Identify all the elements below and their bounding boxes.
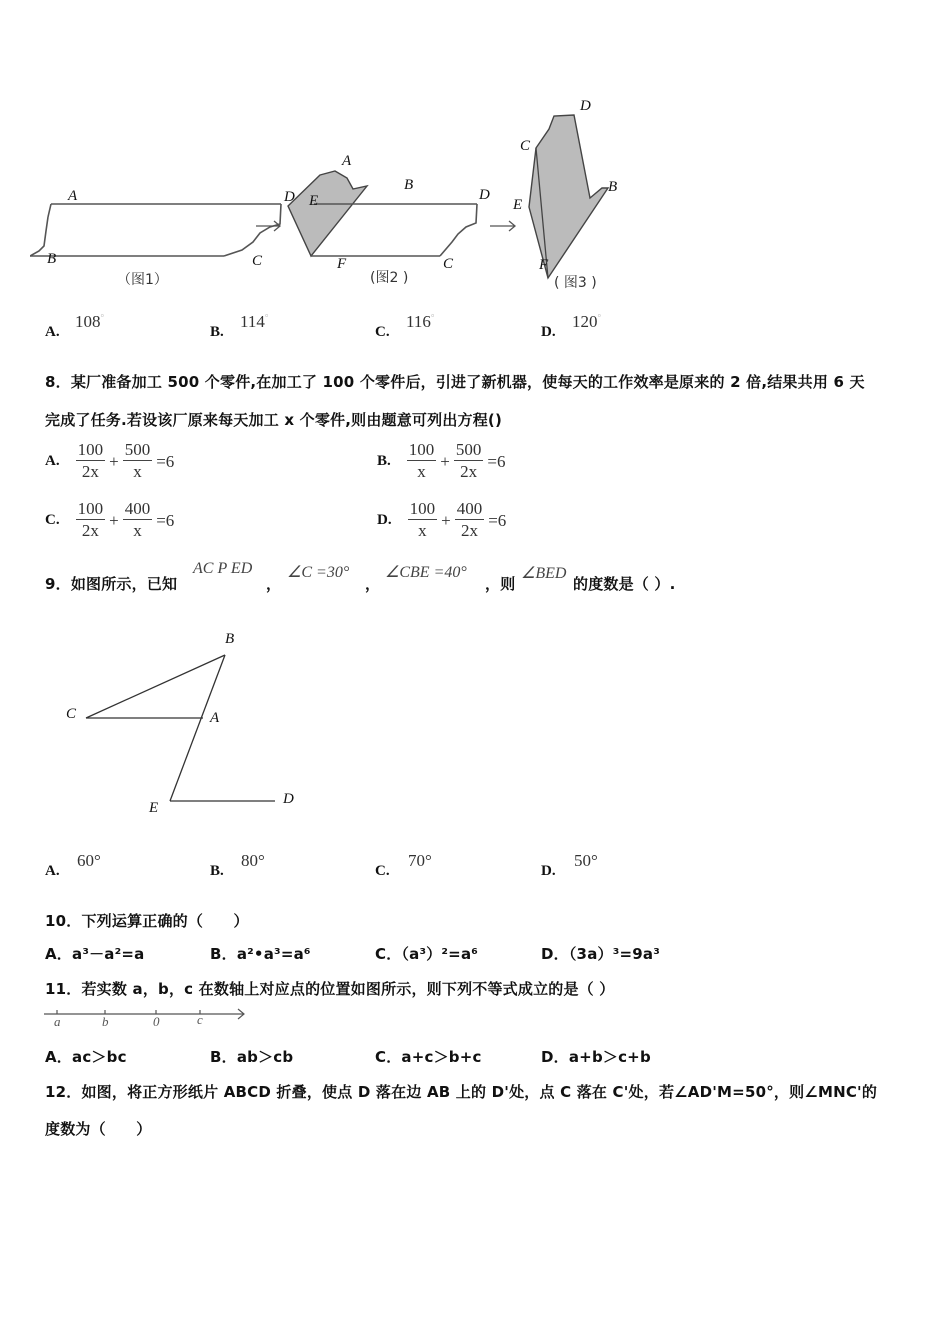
fig1-label-c: C xyxy=(252,253,263,269)
fig1-label-d: D xyxy=(284,189,295,205)
q9-condition-parallel: AC P ED xyxy=(193,560,253,577)
fraction: $\frac{100}{2x}$ xyxy=(77,499,104,540)
number-line xyxy=(42,1008,252,1032)
q9-condition-angle-c: ∠C =30° xyxy=(287,564,350,581)
q10-option-c[interactable]: C．（a³）²=a⁶ xyxy=(375,945,479,963)
option-letter: C. xyxy=(375,324,390,340)
q12-stem-line1: 12．如图，将正方形纸片 ABCD 折叠，使点 D 落在边 AB 上的 D'处，点 C 落在 C'处，若∠AD'M=50°，则∠MNC'的 xyxy=(45,1083,878,1101)
fraction: $\frac{100}{x}$ xyxy=(409,499,436,540)
option-letter: B. xyxy=(377,453,391,469)
q9-label-e: E xyxy=(149,800,159,816)
q9-condition-angle-cbe: ∠CBE =40° xyxy=(385,564,467,581)
q9-label-d: D xyxy=(283,791,294,807)
fig1-label-b: B xyxy=(47,251,57,267)
arrow-right-icon xyxy=(256,221,280,231)
fig2-label-b: B xyxy=(404,177,414,193)
separator: ， xyxy=(365,575,381,593)
axis-label-a: a xyxy=(54,1014,61,1029)
option-value: 120° xyxy=(572,312,602,331)
option-letter: B. xyxy=(210,324,224,340)
fraction: $\frac{500}{x}$ xyxy=(124,440,151,481)
option-value: 108° xyxy=(75,312,105,331)
option-letter: C. xyxy=(45,512,60,528)
fig2-caption: (图2 ) xyxy=(370,270,409,286)
q7-figure-1 xyxy=(30,204,281,256)
q11-stem: 11．若实数 a，b，c 在数轴上对应点的位置如图所示，则下列不等式成立的是（ ） xyxy=(45,980,615,998)
fig2-label-e: E xyxy=(309,193,319,209)
q10-option-b[interactable]: B．a²•a³=a⁶ xyxy=(210,945,311,963)
fig3-label-d: D xyxy=(580,98,591,114)
q7-figure-3 xyxy=(529,115,608,278)
fig1-caption: （图1） xyxy=(117,272,168,288)
axis-label-b: b xyxy=(102,1014,109,1029)
fraction: $\frac{500}{2x}$ xyxy=(455,440,482,481)
q9-prefix: 9．如图所示，已知 xyxy=(45,575,178,593)
q11-option-c[interactable]: C．a+c＞b+c xyxy=(375,1048,482,1066)
q9-label-b: B xyxy=(225,631,235,647)
option-value: 114° xyxy=(240,312,269,331)
q8-stem-line2: 完成了任务.若设该厂原来每天加工 x 个零件,则由题意可列出方程() xyxy=(45,411,503,429)
q9-label-a: A xyxy=(210,710,220,726)
option-letter: A. xyxy=(45,453,60,469)
option-value: 60° xyxy=(77,851,101,870)
fig3-label-f: F xyxy=(539,257,549,273)
fig1-label-a: A xyxy=(68,188,78,204)
option-letter: B. xyxy=(210,863,224,879)
q8-stem-line1: 8．某厂准备加工 500 个零件,在加工了 100 个零件后，引进了新机器，使每天的工作效率是原来的 2 倍,结果共用 6 天 xyxy=(45,373,865,391)
q9-suffix: 的度数是（ ）. xyxy=(573,575,676,593)
q10-stem: 10．下列运算正确的（ ） xyxy=(45,912,249,930)
fraction: $\frac{100}{2x}$ xyxy=(77,440,104,481)
fraction: $\frac{400}{2x}$ xyxy=(456,499,483,540)
fig2-label-f: F xyxy=(337,256,347,272)
fig2-label-d: D xyxy=(479,187,490,203)
fraction: $\frac{400}{x}$ xyxy=(124,499,151,540)
q8-option-d[interactable]: D. $\frac{100}{x}$ + $\frac{400}{2x}$ =6 xyxy=(377,499,507,540)
q9-figure xyxy=(50,620,330,820)
option-letter: D. xyxy=(377,512,392,528)
fig3-label-b: B xyxy=(608,179,618,195)
option-letter: A. xyxy=(45,863,60,879)
fig2-label-c: C xyxy=(443,256,454,272)
q7-figure-2 xyxy=(288,171,477,256)
axis-label-zero: 0 xyxy=(153,1014,160,1029)
q8-option-b[interactable]: B. $\frac{100}{x}$ + $\frac{500}{2x}$ =6 xyxy=(377,440,506,481)
q10-option-d[interactable]: D．（3a）³=9a³ xyxy=(541,945,660,963)
q11-option-b[interactable]: B．ab＞cb xyxy=(210,1048,294,1066)
option-value: 70° xyxy=(408,851,432,870)
q10-option-a[interactable]: A．a³－a²=a xyxy=(45,945,145,963)
q9-label-c: C xyxy=(66,706,77,722)
fraction: $\frac{100}{x}$ xyxy=(408,440,435,481)
q11-option-d[interactable]: D．a+b＞c+b xyxy=(541,1048,651,1066)
q8-option-a[interactable]: A. $\frac{100}{2x}$ + $\frac{500}{x}$ =6 xyxy=(45,440,175,481)
q9-target-angle: ∠BED xyxy=(521,565,567,582)
option-value: 116° xyxy=(406,312,435,331)
fig2-label-a: A xyxy=(342,153,352,169)
q9-stem xyxy=(45,560,925,593)
fig3-label-e: E xyxy=(513,197,523,213)
fig3-label-c: C xyxy=(520,138,531,154)
q11-option-a[interactable]: A．ac＞bc xyxy=(45,1048,127,1066)
option-letter: D. xyxy=(541,324,556,340)
q9-mid: ，则 xyxy=(485,575,516,593)
separator: ， xyxy=(266,575,282,593)
q8-option-c[interactable]: C. $\frac{100}{2x}$ + $\frac{400}{x}$ =6 xyxy=(45,499,175,540)
option-value: 50° xyxy=(574,851,598,870)
option-letter: A. xyxy=(45,324,60,340)
axis-label-c: c xyxy=(197,1012,203,1027)
option-letter: C. xyxy=(375,863,390,879)
q12-stem-line2: 度数为（ ） xyxy=(45,1120,152,1138)
fig3-caption: ( 图3 ) xyxy=(554,275,597,291)
option-letter: D. xyxy=(541,863,556,879)
arrow-right-icon xyxy=(490,221,515,231)
option-value: 80° xyxy=(241,851,265,870)
